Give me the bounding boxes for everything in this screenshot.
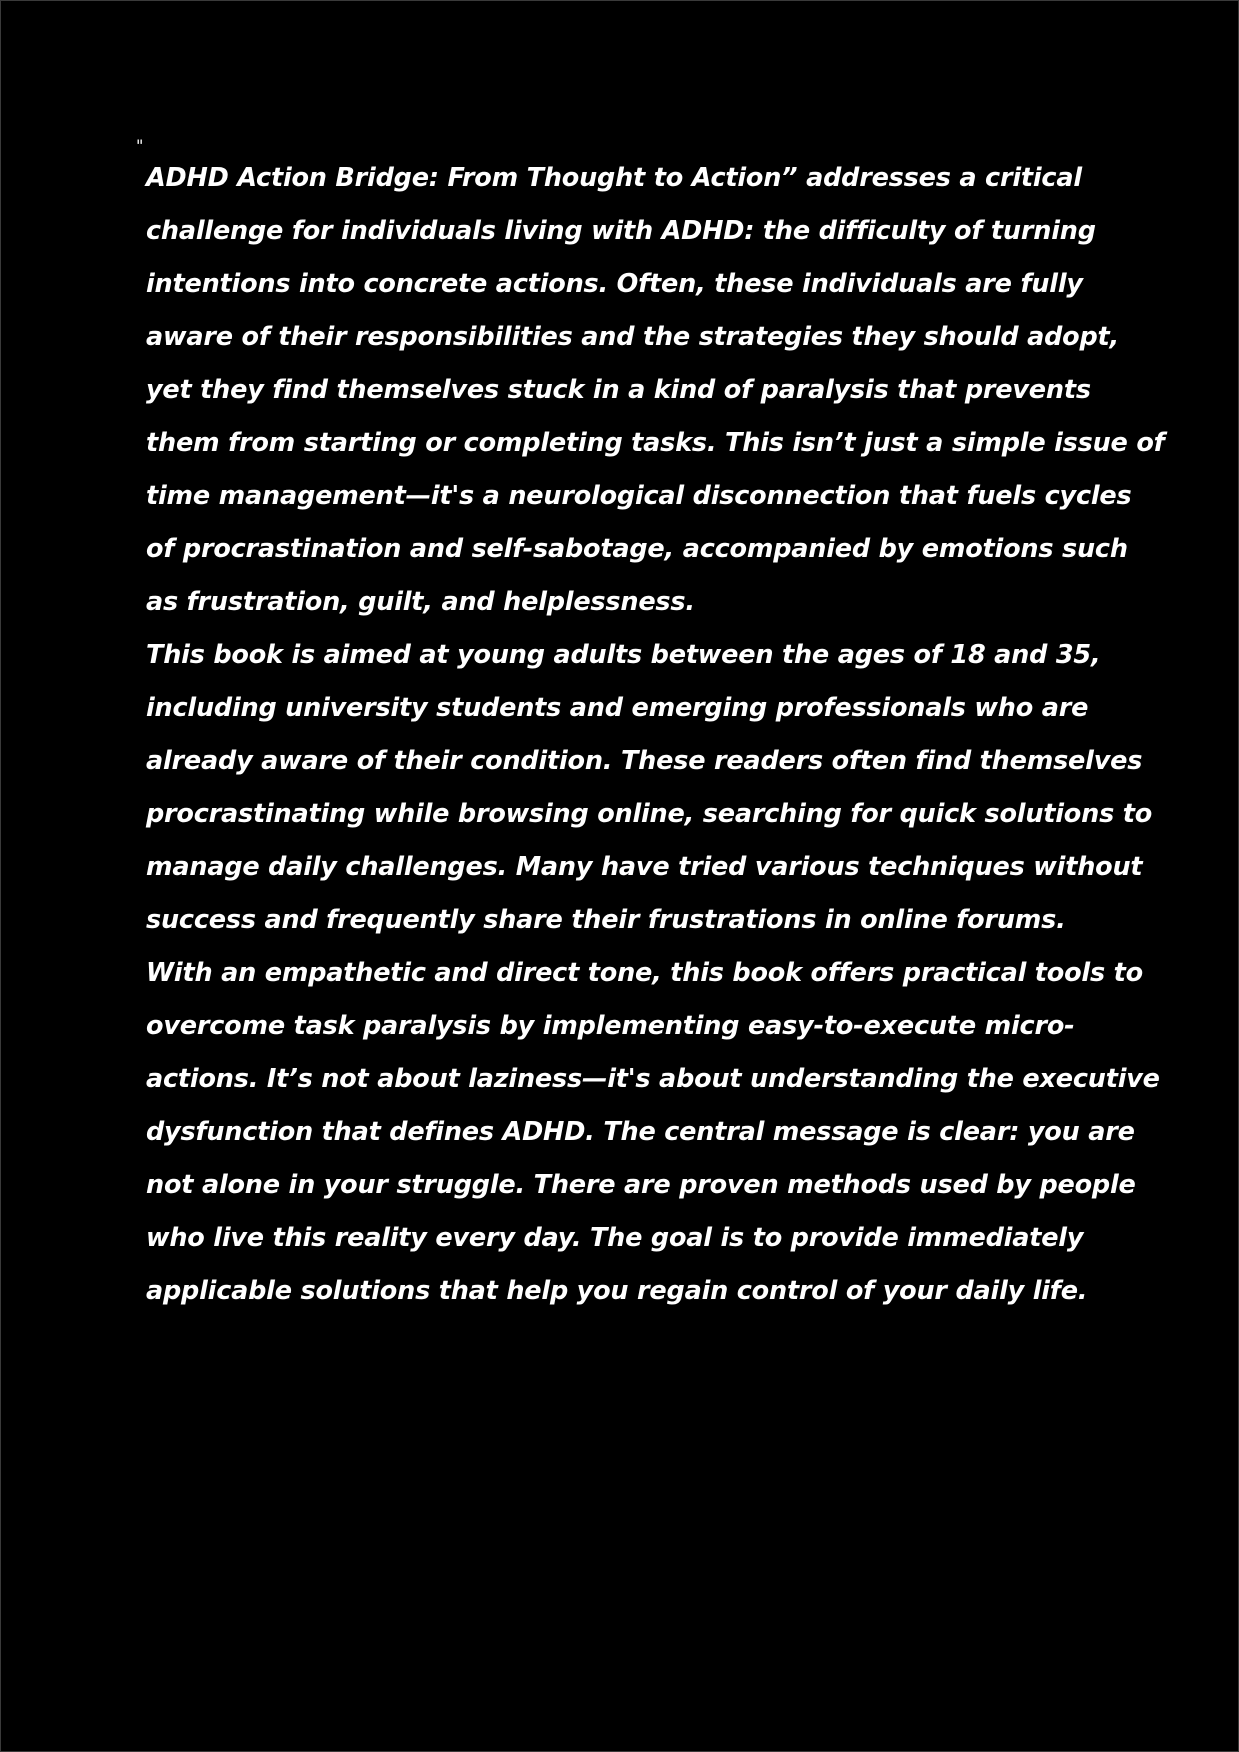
opening-quote-mark: "	[136, 136, 144, 155]
paragraph-intro: ADHD Action Bridge: From Thought to Action” addresses a critical challenge for individuals living with ADHD: the difficulty of turning intentions into concrete actions. Often, these individuals are fully aware of their responsibilities and the strategies they should adopt, yet they find themselves stuck in a kind of paralysis that prevents them from starting or completing tasks. This isn’t just a simple issue of time management—it's a neurological disconnection that fuels cycles of procrastination and self-sabotage, accompanied by emotions such as frustration, guilt, and helplessness.	[146, 163, 1165, 617]
paragraph-approach: With an empathetic and direct tone, this book offers practical tools to overcome task paralysis by implementing easy-to-execute micro-actions. It’s not about laziness—it's about understanding the executive dysfunction that defines ADHD. The central message is clear: you are not alone in your struggle. There are proven methods used by people who live this reality every day. The goal is to provide immediately applicable solutions that help you regain control of your daily life.	[146, 958, 1160, 1306]
paragraph-audience: This book is aimed at young adults between the ages of 18 and 35, including university students and emerging professionals who are already aware of their condition. These readers often find themselves procrastinating while browsing online, searching for quick solutions to manage daily challenges. Many have tried various techniques without success and frequently share their frustrations in online forums.	[146, 640, 1153, 935]
text-block	[136, 136, 1166, 1318]
